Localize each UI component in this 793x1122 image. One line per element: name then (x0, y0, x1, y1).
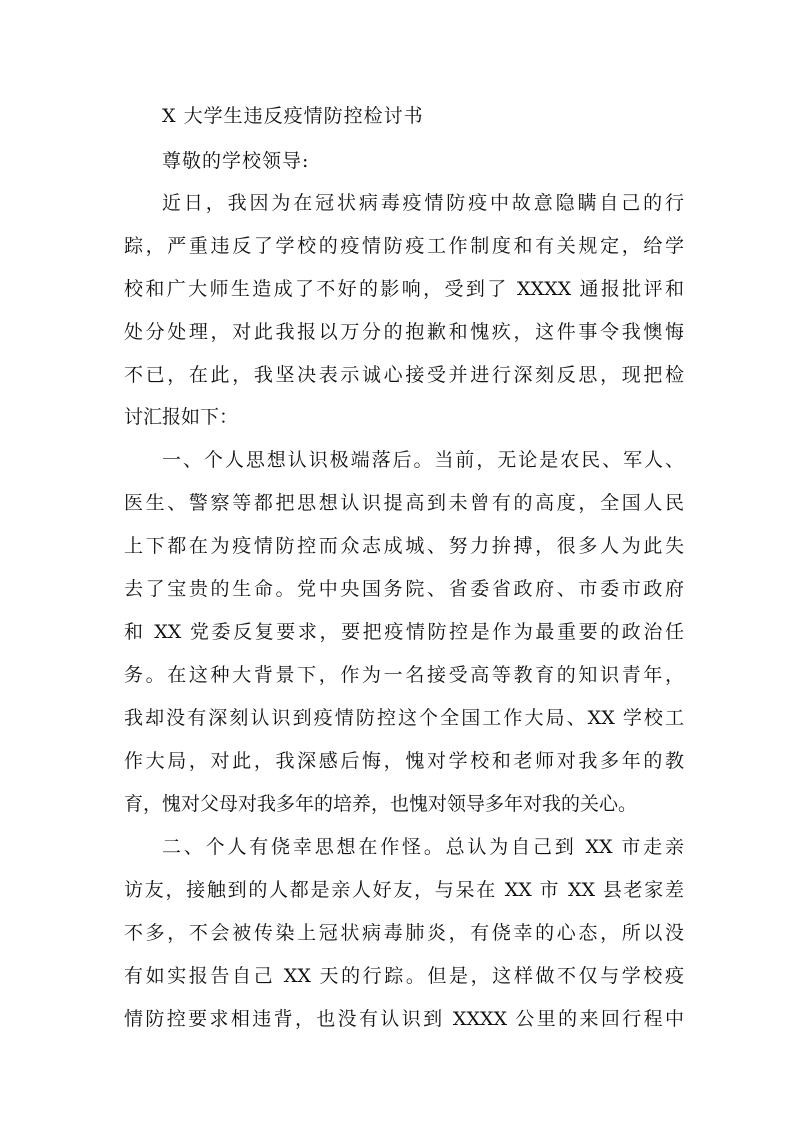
paragraph-line: 有如实报告自己 XX 天的行踪。但是，这样做不仅与学校疫 (124, 965, 684, 987)
paragraph-line: 访友，接触到的人都是亲人好友，与呆在 XX 市 XX 县老家差 (124, 879, 684, 901)
paragraph-line: 一、个人思想认识极端落后。当前，无论是农民、军人、 (162, 449, 684, 471)
document-title: X 大学生违反疫情防控检讨书 (162, 105, 424, 127)
paragraph-line: 情防控要求相违背，也没有认识到 XXXX 公里的来回行程中 (124, 1008, 684, 1030)
paragraph-line: 我却没有深刻认识到疫情防控这个全国工作大局、XX 学校工 (124, 707, 684, 729)
paragraph-line: 和 XX 党委反复要求，要把疫情防控是作为最重要的政治任 (124, 621, 684, 643)
paragraph-line: 踪，严重违反了学校的疫情防疫工作制度和有关规定，给学 (124, 235, 684, 257)
paragraph-line: 育，愧对父母对我多年的培养，也愧对领导多年对我的关心。 (124, 793, 638, 815)
paragraph-line: 处分处理，对此我报以万分的抱歉和愧疚，这件事令我懊悔 (124, 321, 684, 343)
paragraph-line: 近日，我因为在冠状病毒疫情防疫中故意隐瞒自己的行 (162, 192, 684, 214)
salutation: 尊敬的学校领导: (162, 150, 310, 172)
paragraph-line: 务。在这种大背景下，作为一名接受高等教育的知识青年， (124, 664, 684, 686)
paragraph-line: 作大局，对此，我深感后悔，愧对学校和老师对我多年的教 (124, 750, 684, 772)
paragraph-line: 讨汇报如下： (124, 406, 239, 428)
paragraph-line: 不已，在此，我坚决表示诚心接受并进行深刻反思，现把检 (124, 364, 684, 386)
paragraph-line: 不多，不会被传染上冠状病毒肺炎，有侥幸的心态，所以没 (124, 922, 684, 944)
paragraph-line: 上下都在为疫情防控而众志成城、努力拚搏，很多人为此失 (124, 535, 684, 557)
paragraph-line: 校和广大师生造成了不好的影响，受到了 XXXX 通报批评和 (124, 278, 684, 300)
paragraph-line: 去了宝贵的生命。党中央国务院、省委省政府、市委市政府 (124, 578, 684, 600)
paragraph-line: 医生、警察等都把思想认识提高到未曾有的高度，全国人民 (124, 492, 684, 514)
paragraph-line: 二、个人有侥幸思想在作怪。总认为自己到 XX 市走亲 (162, 836, 684, 858)
